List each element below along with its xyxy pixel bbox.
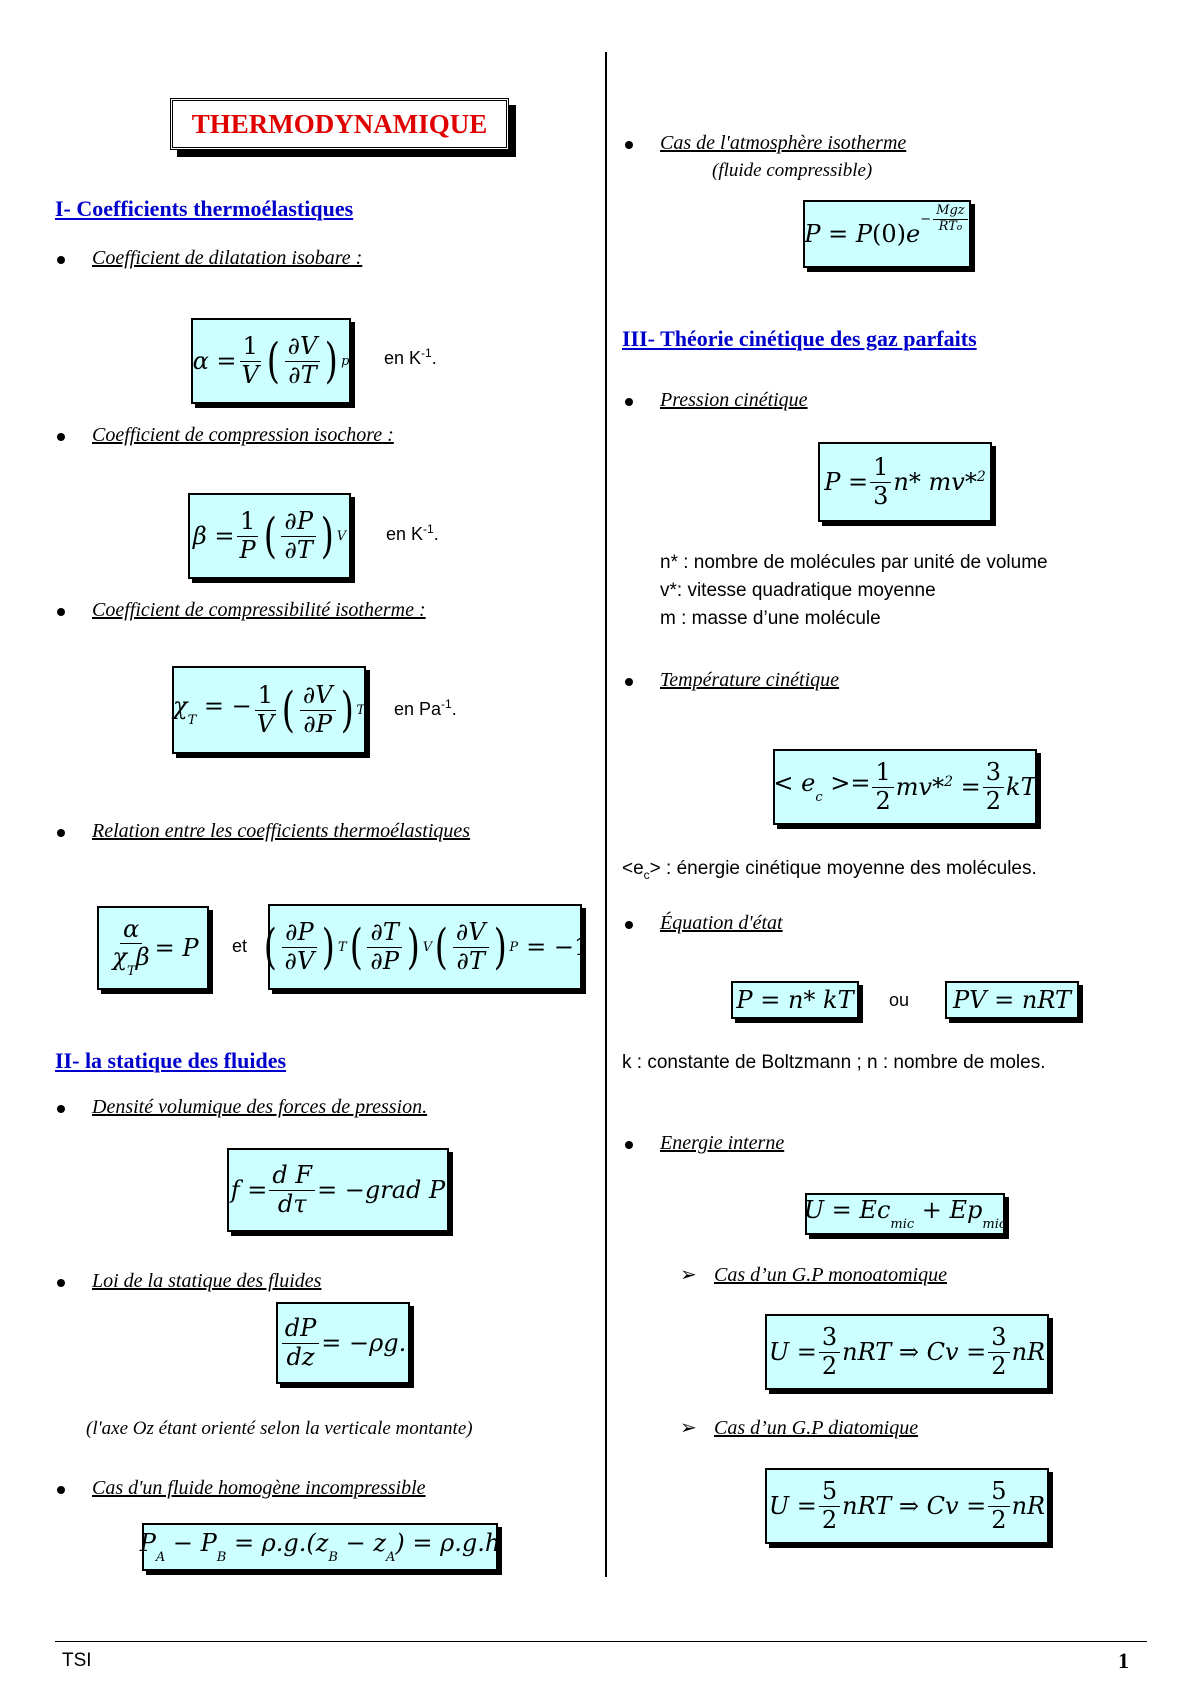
def-v-star: v*: vitesse quadratique moyenne (660, 580, 936, 601)
formula-loi-statique: $\frac{dP}{dz}$ = −ρg. (276, 1302, 410, 1384)
case-monoatomique (680, 1264, 947, 1287)
bullet-loi-statique-label: Loi de la statique des fluides (92, 1270, 322, 1292)
formula-chi: $\chi_T$ = − $\frac{1}{V}$ ( $\frac{\partial V}{\partial P}$ ) T (172, 666, 366, 754)
formula-pression-cinetique: P = $\frac{1}{3}$ n* mv*$^2$ (818, 442, 992, 522)
bullet-energie-interne-label: Energie interne (660, 1132, 785, 1154)
bullet-temperature-cinetique (660, 669, 839, 692)
bullet-atmosphere (660, 132, 906, 155)
def-k-n: k : constante de Boltzmann ; n : nombre de moles. (622, 1052, 1046, 1073)
unit-chi: en $Pa^{-1}$. (394, 697, 457, 719)
formula-atmosphere: P = P(0)e − $\frac{\text{Mgz}}{\text{RTo}}$ (803, 200, 971, 268)
formula-relation-1: $\frac{\alpha}{\chi_T\beta}$ = P (97, 906, 209, 990)
unit-chi-text: en Pa (394, 699, 442, 719)
bullet-loi-statique (92, 1270, 321, 1293)
bullet-relation-label: Relation entre les coefficients thermoélastiques (92, 820, 471, 842)
arrow-icon: ➢ (680, 1264, 697, 1286)
bullet-compression-label: Coefficient de compression isochore (92, 424, 383, 446)
def-m: m : masse d’une molécule (660, 608, 881, 629)
bullet-pression-cinetique (660, 389, 808, 412)
section-3-heading: III- Théorie cinétique des gaz parfaits (622, 326, 977, 351)
note-compressible: (fluide compressible) (712, 160, 873, 181)
formula-monoatomique: U = $\frac{3}{2}$ nRT ⇒ Cv = $\frac{3}{2}$ nR (765, 1314, 1049, 1390)
footer-rule (55, 1641, 1147, 1642)
formula-temperature-cinetique: < $e_c$ >= $\frac{1}{2}$ mv*$^2$ = $\frac{3}{2}$ kT (773, 749, 1037, 825)
bullet-compressibilite-label: Coefficient de compressibilité isotherme (92, 599, 414, 621)
page-number: 1 (1118, 1648, 1129, 1673)
unit-alpha: en $K^{-1}$. (384, 346, 437, 368)
unit-alpha-text: en K (384, 348, 422, 368)
bullet-equation-etat (660, 912, 783, 935)
bullet-dilatation-label: Coefficient de dilatation isobare (92, 247, 351, 269)
arrow-icon: ➢ (680, 1417, 697, 1439)
bullet-densite (92, 1096, 427, 1119)
bullet-compression (92, 424, 394, 447)
etat-ou: ou (889, 990, 910, 1010)
footer-label: TSI (62, 1650, 92, 1671)
unit-beta-text: en K (386, 524, 424, 544)
case-diatomique (680, 1417, 919, 1440)
formula-beta: β = $\frac{1}{P}$ ( $\frac{\partial P}{\partial T}$ ) V (188, 493, 351, 579)
bullet-incompressible-label: Cas d'un fluide homogène incompressible (92, 1477, 426, 1499)
bullet-relation (92, 820, 470, 843)
bullet-equation-etat-label: Équation d'état (660, 912, 783, 934)
document-title (170, 98, 509, 150)
column-divider (605, 52, 607, 1577)
bullet-temperature-cinetique-label: Température cinétique (660, 669, 840, 691)
relation-et: et (232, 936, 248, 956)
def-ec: $<e_c>$ : énergie cinétique moyenne des molécules. (622, 858, 1037, 882)
case-monoatomique-label: Cas d’un G.P monoatomique (714, 1264, 947, 1286)
def-ec-text: : énergie cinétique moyenne des molécules. (660, 858, 1037, 879)
bullet-dilatation (92, 247, 362, 270)
def-n-star: n* : nombre de molécules par unité de volume (660, 552, 1048, 573)
note-axe-oz: (l'axe Oz étant orienté selon la verticale montante) (86, 1418, 473, 1439)
bullet-dilatation-colon: : (350, 247, 363, 269)
formula-densite: f = $\frac{\text{d F}}{d\tau}$ = −grad P (227, 1148, 449, 1232)
case-diatomique-label: Cas d’un G.P diatomique (714, 1417, 919, 1439)
title-text: THERMODYNAMIQUE (191, 109, 488, 139)
bullet-compression-colon: : (382, 424, 394, 446)
bullet-compressibilite (92, 599, 426, 622)
bullet-compressibilite-colon: : (413, 599, 426, 621)
section-2-heading: II- la statique des fluides (55, 1048, 287, 1073)
formula-incompressible: $P_A - P_B = \rho.g.(z_B - z_A) = \rho.g.h$ (142, 1523, 498, 1571)
bullet-atmosphere-label: Cas de l'atmosphère isotherme (660, 132, 907, 154)
bullet-densite-label: Densité volumique des forces de pression. (92, 1096, 428, 1118)
formula-diatomique: U = $\frac{5}{2}$ nRT ⇒ Cv = $\frac{5}{2}$ nR (765, 1468, 1049, 1544)
formula-alpha: α = $\frac{1}{V}$ ( $\frac{\partial V}{\partial T}$ ) p (191, 318, 351, 404)
formula-etat-2: PV = nRT (945, 981, 1079, 1019)
formula-energie-interne: $U = Ec_{mic} + Ep_{mic}$ (805, 1193, 1005, 1235)
unit-beta: en $K^{-1}$. (386, 522, 439, 544)
bullet-energie-interne (660, 1132, 784, 1155)
formula-etat-1: P = n* kT (731, 981, 859, 1019)
bullet-pression-cinetique-label: Pression cinétique (660, 389, 808, 411)
section-1-heading: I- Coefficients thermoélastiques (55, 196, 354, 221)
bullet-incompressible (92, 1477, 426, 1500)
formula-relation-2: ( $\frac{\partial P}{\partial V}$ ) T ( $\frac{\partial T}{\partial P}$ ) V ( $\frac{\partial V}{\partial T}$ ) P = −1 (268, 904, 582, 990)
